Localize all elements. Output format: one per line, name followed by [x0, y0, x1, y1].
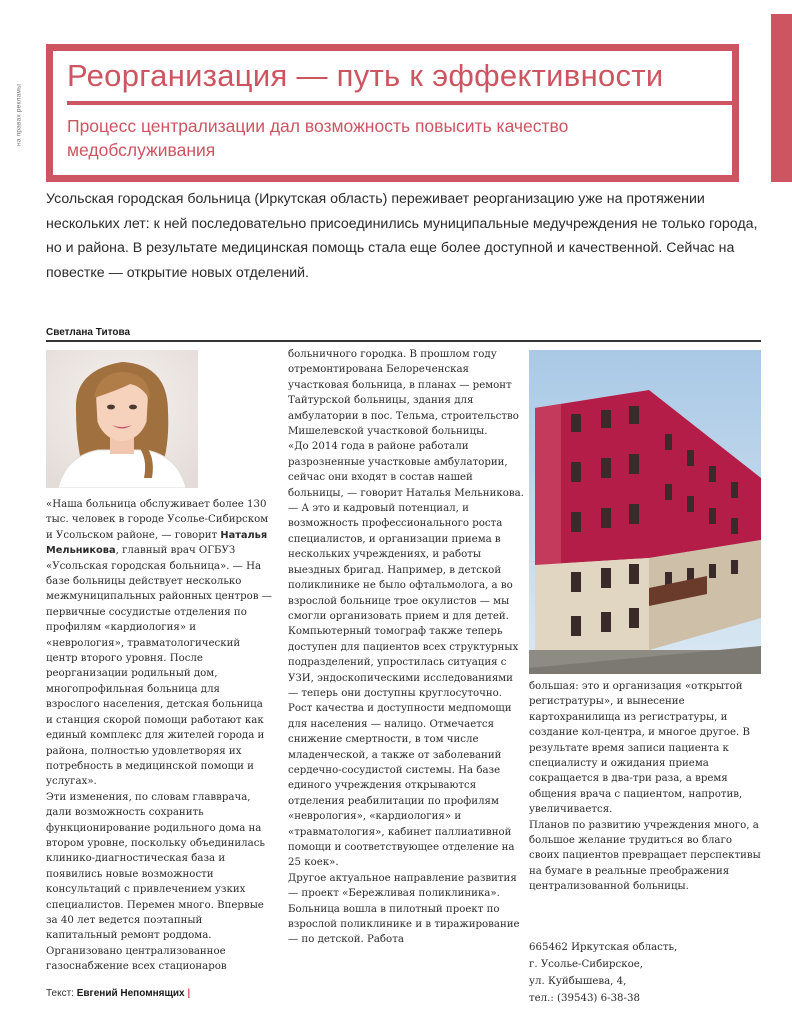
paragraph: «Наша больница обслуживает более 130 тыс. человек в городе Усолье-Сибирском и Усольском районе, — говорит Наталья Мельникова, главный врач ОГБУЗ «Усольская городская больница». — На базе больницы действует несколько межмуниципальных районных центров — первичные сосудистые отделения по профилям «кардиология» и «неврология», травматологический центр второго уровня. После реорганизации родильный дом, многопрофильная больница для взрослого населения, детская больница и станция скорой помощи работают как единый комплекс для жителей города и района, полностью удовлетворяя их потребность в медицинской помощи и услугах».	[46, 499, 272, 788]
paragraph: «До 2014 года в районе работали разрозненные участковые амбулатории, сейчас они входят в состав нашей больницы, — говорит Наталья Мельникова. — А это и кадровый потенциал, и возможность профессионального роста специалистов, и организации приема в нескольких учреждениях, и работы выездных бригад. Например, в детской поликлинике не было офтальмолога, а во взрослой больнице трое окулистов — мы смогли организовать прием и для детей. Компьютерный томограф также теперь доступен для пациентов всех структурных подразделений, упростилась ситуация с УЗИ, эндоскопическими исследованиями — теперь они доступны круглосуточно.	[288, 441, 524, 699]
hospital-building-photo	[529, 350, 761, 674]
credit-author: Евгений Непомнящих	[76, 988, 185, 999]
paragraph: больничного городка. В прошлом году отремонтирована Белореченская участковая больница, в планах — ремонт Тайтурской больницы, здания для амбулатории в пос. Тельма, строительство Мишелевской участковой больницы.	[288, 349, 519, 438]
paragraph: большая: это и организация «открытой регистратуры», и вынесение картохранилища из регистратуры, и создание кол-центра, и многое другое. В результате время записи пациента к специалисту и ожидания приема сокращается в два-три раза, а время общения врача с пациентом, напротив, увеличивается.	[529, 681, 750, 816]
accent-bar	[771, 14, 792, 182]
portrait-photo	[46, 350, 198, 488]
paragraph: Планов по развитию учреждения много, а большое желание трудиться во благо своих пациентов превращает перспективы на бумаге в реальные преображения централизованной больницы.	[529, 819, 761, 893]
article-column-1	[46, 497, 272, 975]
phone-line: тел.: (39543) 6-38-38	[529, 993, 640, 1004]
article-column-2	[288, 347, 524, 948]
byline-divider	[46, 340, 761, 342]
address-line: ул. Куйбышева, 4,	[529, 976, 627, 987]
contact-address	[529, 939, 761, 1007]
page-subtitle: Процесс централизации дал возможность повысить качество медобслуживания	[67, 116, 569, 160]
page-title: Реорганизация — путь к эффективности	[67, 58, 664, 93]
address-line: 665462 Иркутская область,	[529, 942, 678, 953]
paragraph: Другое актуальное направление развития — проект «Бережливая поликлиника». Больница вошла в пилотный проект по взрослой поликлинике и в тиражирование — по детской. Работа	[288, 872, 520, 946]
lead-paragraph: Усольская городская больница (Иркутская область) переживает реорганизацию уже на протяжении нескольких лет: к ней последовательно присоединились муниципальные медучреждения не только города, но и района. В результате медицинская помощь стала еще более доступной и качественной. Сейчас на повестке — открытие новых отделений.	[46, 191, 758, 281]
doctor-name: Наталья Мельникова	[46, 529, 268, 557]
paragraph: Эти изменения, по словам главврача, дали возможность сохранить функционирование родильного дома на втором уровне, поскольку объединилась клинико-диагностическая база и появились новые возможности консультаций с привлечением узких специалистов. Перемен много. Впервые за 40 лет ведется поэтапный капитальный ремонт роддома. Организовано централизованное газоснабжение всех стационаров	[46, 791, 265, 973]
advertising-note: на правах рекламы	[15, 84, 23, 146]
title-divider	[67, 101, 739, 105]
address-line: г. Усолье-Сибирское,	[529, 959, 644, 970]
article-column-3	[529, 679, 761, 895]
author-byline: Светлана Титова	[46, 327, 131, 338]
text-credit: Текст: Евгений Непомнящих |	[46, 988, 191, 999]
paragraph: Рост качества и доступности медпомощи для населения — налицо. Отмечается снижение смертности, в том числе младенческой, а также от заболеваний сердечно-сосудистой системы. На базе единого учреждения открываются отделения реабилитации по профилям «неврология», «кардиология» и «травматология», кабинет паллиативной помощи и соответствующее отделение на 25 коек».	[288, 703, 515, 869]
